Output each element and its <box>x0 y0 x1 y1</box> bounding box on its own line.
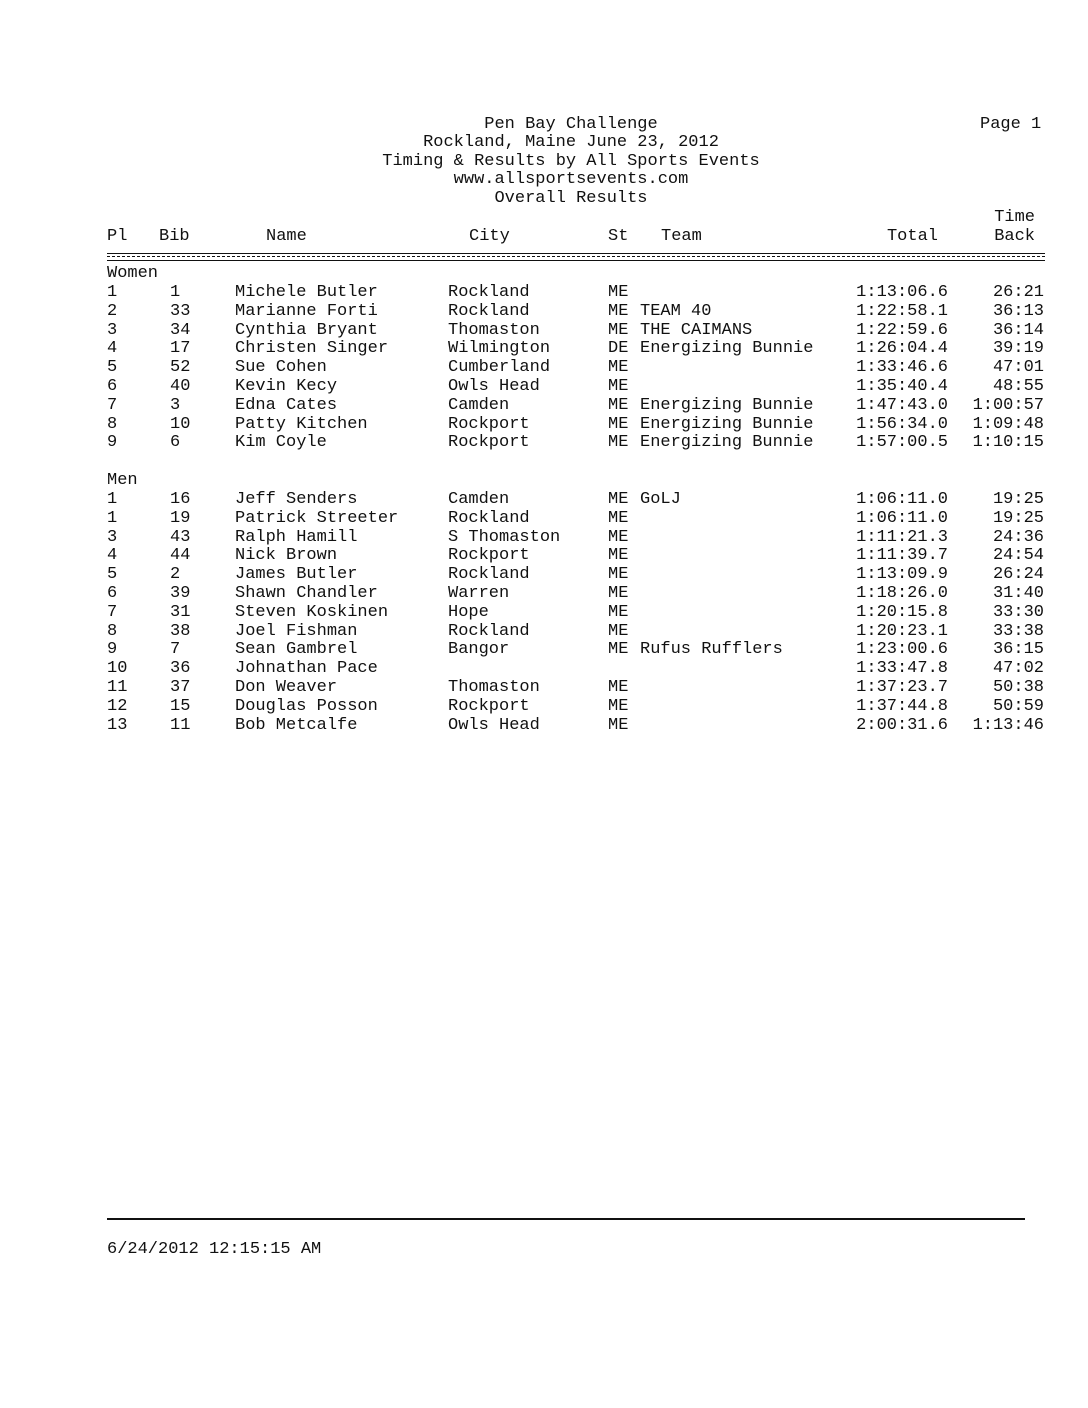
result-row <box>0 322 1088 341</box>
cell-total: 1:20:15.8 <box>856 602 948 622</box>
cell-st: ME <box>608 696 629 716</box>
result-row <box>0 303 1088 322</box>
cell-name: Bob Metcalfe <box>235 715 358 735</box>
col-city: City <box>469 227 510 246</box>
cell-total: 1:47:43.0 <box>856 395 948 415</box>
cell-st: ME <box>608 546 629 566</box>
cell-st: ME <box>608 508 629 528</box>
result-row <box>0 416 1088 435</box>
cell-bib: 7 <box>170 640 181 660</box>
cell-team: Energizing Bunnie <box>640 339 814 359</box>
result-row <box>0 284 1088 303</box>
cell-team: Energizing Bunnie <box>640 433 814 453</box>
report-timing-credit: Timing & Results by All Sports Events <box>382 152 760 171</box>
cell-city: Wilmington <box>448 339 551 359</box>
cell-name: Marianne Forti <box>235 301 378 321</box>
result-row <box>0 717 1088 736</box>
cell-team: TEAM 40 <box>640 301 712 321</box>
cell-bib: 1 <box>170 283 181 302</box>
cell-city: Owls Head <box>448 377 540 396</box>
cell-st: ME <box>608 395 629 415</box>
cell-city: Warren <box>448 584 510 603</box>
cell-total: 1:11:21.3 <box>856 527 948 547</box>
cell-team: GoLJ <box>640 490 681 509</box>
cell-back: 1:09:48 <box>972 414 1044 434</box>
cell-back: 26:24 <box>992 565 1044 585</box>
cell-total: 1:11:39.7 <box>856 546 948 566</box>
cell-city: Cumberland <box>448 358 551 378</box>
cell-back: 50:59 <box>992 696 1044 716</box>
result-row <box>0 604 1088 623</box>
cell-name: Steven Koskinen <box>235 602 389 622</box>
cell-pl: 6 <box>107 584 118 603</box>
cell-back: 48:55 <box>992 377 1044 396</box>
cell-st: ME <box>608 678 629 697</box>
cell-bib: 52 <box>170 358 191 378</box>
cell-st: ME <box>608 602 629 622</box>
cell-name: James Butler <box>235 565 358 585</box>
section-label-women: Women <box>107 264 159 283</box>
cell-pl: 3 <box>107 320 118 340</box>
cell-bib: 15 <box>170 696 191 716</box>
result-row <box>0 340 1088 359</box>
col-team: Team <box>661 227 702 246</box>
cell-st: ME <box>608 377 629 396</box>
cell-total: 1:37:23.7 <box>856 678 948 697</box>
cell-bib: 38 <box>170 621 191 641</box>
cell-total: 1:18:26.0 <box>856 584 948 603</box>
cell-st: ME <box>608 640 629 660</box>
cell-total: 1:20:23.1 <box>856 621 948 641</box>
cell-city: Camden <box>448 490 510 509</box>
report-subtitle: Overall Results <box>494 189 648 208</box>
cell-bib: 39 <box>170 584 191 603</box>
cell-st: ME <box>608 527 629 547</box>
col-total: Total <box>886 227 938 246</box>
cell-name: Shawn Chandler <box>235 584 378 603</box>
result-row <box>0 491 1088 510</box>
cell-city: Rockport <box>448 433 530 453</box>
cell-bib: 34 <box>170 320 191 340</box>
cell-pl: 2 <box>107 301 118 321</box>
cell-total: 1:23:00.6 <box>856 640 948 660</box>
cell-city: Rockland <box>448 283 530 302</box>
cell-name: Michele Butler <box>235 283 378 302</box>
section-label-men: Men <box>107 471 138 490</box>
cell-name: Sean Gambrel <box>235 640 358 660</box>
cell-total: 1:35:40.4 <box>856 377 948 396</box>
cell-back: 39:19 <box>992 339 1044 359</box>
cell-total: 1:22:59.6 <box>856 320 948 340</box>
result-row <box>0 660 1088 679</box>
col-pl: Pl <box>107 227 128 246</box>
cell-city: Owls Head <box>448 715 540 735</box>
cell-bib: 16 <box>170 490 191 509</box>
cell-name: Kevin Kecy <box>235 377 338 396</box>
cell-pl: 8 <box>107 621 118 641</box>
cell-city: Rockport <box>448 546 530 566</box>
cell-back: 1:00:57 <box>972 395 1044 415</box>
cell-total: 1:33:47.8 <box>856 659 948 679</box>
cell-city: Thomaston <box>448 678 540 697</box>
col-name: Name <box>266 227 307 246</box>
cell-name: Sue Cohen <box>235 358 327 378</box>
cell-bib: 19 <box>170 508 191 528</box>
footer-divider <box>107 1218 1025 1220</box>
result-row <box>0 566 1088 585</box>
cell-pl: 4 <box>107 546 118 566</box>
cell-st: DE <box>608 339 629 359</box>
result-row <box>0 547 1088 566</box>
report-location-date: Rockland, Maine June 23, 2012 <box>423 133 719 152</box>
cell-pl: 1 <box>107 508 118 528</box>
cell-name: Patrick Streeter <box>235 508 399 528</box>
cell-st: ME <box>608 621 629 641</box>
cell-name: Nick Brown <box>235 546 338 566</box>
result-row <box>0 623 1088 642</box>
cell-total: 1:56:34.0 <box>856 414 948 434</box>
cell-city: Rockland <box>448 301 530 321</box>
cell-name: Douglas Posson <box>235 696 378 716</box>
cell-pl: 9 <box>107 640 118 660</box>
cell-back: 36:15 <box>992 640 1044 660</box>
cell-total: 1:06:11.0 <box>856 490 948 509</box>
cell-team: Energizing Bunnie <box>640 414 814 434</box>
cell-bib: 36 <box>170 659 191 679</box>
cell-city: Bangor <box>448 640 510 660</box>
cell-city: Thomaston <box>448 320 540 340</box>
col-time-back: Back <box>994 227 1035 246</box>
cell-back: 50:38 <box>992 678 1044 697</box>
cell-pl: 4 <box>107 339 118 359</box>
cell-back: 31:40 <box>992 584 1044 603</box>
cell-pl: 11 <box>107 678 128 697</box>
cell-total: 1:13:06.6 <box>856 283 948 302</box>
cell-st: ME <box>608 301 629 321</box>
col-bib: Bib <box>159 227 190 246</box>
result-row <box>0 529 1088 548</box>
cell-city: Rockland <box>448 565 530 585</box>
page-number: Page 1 <box>980 115 1042 134</box>
cell-name: Kim Coyle <box>235 433 327 453</box>
cell-st: ME <box>608 715 629 735</box>
cell-back: 47:02 <box>992 659 1044 679</box>
cell-pl: 1 <box>107 283 118 302</box>
cell-bib: 17 <box>170 339 191 359</box>
cell-city: Rockport <box>448 414 530 434</box>
cell-name: Christen Singer <box>235 339 389 359</box>
cell-name: Johnathan Pace <box>235 659 378 679</box>
cell-st: ME <box>608 414 629 434</box>
cell-bib: 11 <box>170 715 191 735</box>
cell-pl: 8 <box>107 414 118 434</box>
cell-bib: 43 <box>170 527 191 547</box>
col-st: St <box>608 227 629 246</box>
cell-name: Patty Kitchen <box>235 414 368 434</box>
cell-back: 24:36 <box>992 527 1044 547</box>
cell-back: 1:10:15 <box>972 433 1044 453</box>
cell-total: 1:26:04.4 <box>856 339 948 359</box>
cell-total: 1:57:00.5 <box>856 433 948 453</box>
cell-total: 2:00:31.6 <box>856 715 948 735</box>
cell-pl: 7 <box>107 602 118 622</box>
cell-bib: 3 <box>170 395 181 415</box>
cell-back: 33:38 <box>992 621 1044 641</box>
cell-team: Energizing Bunnie <box>640 395 814 415</box>
cell-back: 19:25 <box>992 508 1044 528</box>
cell-total: 1:22:58.1 <box>856 301 948 321</box>
cell-total: 1:13:09.9 <box>856 565 948 585</box>
cell-st: ME <box>608 584 629 603</box>
cell-city: Rockland <box>448 621 530 641</box>
cell-back: 33:30 <box>992 602 1044 622</box>
cell-total: 1:33:46.6 <box>856 358 948 378</box>
footer-timestamp: 6/24/2012 12:15:15 AM <box>107 1240 322 1259</box>
cell-pl: 13 <box>107 715 128 735</box>
cell-bib: 2 <box>170 565 181 585</box>
cell-city: Camden <box>448 395 510 415</box>
cell-back: 36:14 <box>992 320 1044 340</box>
cell-pl: 7 <box>107 395 118 415</box>
result-row <box>0 378 1088 397</box>
cell-total: 1:06:11.0 <box>856 508 948 528</box>
cell-city: Rockport <box>448 696 530 716</box>
cell-back: 24:54 <box>992 546 1044 566</box>
result-row <box>0 641 1088 660</box>
cell-pl: 5 <box>107 358 118 378</box>
cell-name: Cynthia Bryant <box>235 320 378 340</box>
cell-back: 19:25 <box>992 490 1044 509</box>
cell-bib: 10 <box>170 414 191 434</box>
result-row <box>0 359 1088 378</box>
cell-bib: 33 <box>170 301 191 321</box>
cell-name: Joel Fishman <box>235 621 358 641</box>
cell-pl: 1 <box>107 490 118 509</box>
result-row <box>0 434 1088 453</box>
cell-pl: 10 <box>107 659 128 679</box>
result-row <box>0 510 1088 529</box>
report-website: www.allsportsevents.com <box>453 170 689 189</box>
cell-pl: 12 <box>107 696 128 716</box>
result-row <box>0 585 1088 604</box>
cell-back: 1:13:46 <box>972 715 1044 735</box>
cell-team: THE CAIMANS <box>640 320 753 340</box>
cell-st: ME <box>608 320 629 340</box>
cell-name: Edna Cates <box>235 395 338 415</box>
cell-st: ME <box>608 565 629 585</box>
cell-st: ME <box>608 490 629 509</box>
col-time-top: Time <box>994 208 1035 227</box>
header-divider <box>107 253 1045 261</box>
cell-total: 1:37:44.8 <box>856 696 948 716</box>
cell-bib: 44 <box>170 546 191 566</box>
report-title: Pen Bay Challenge <box>484 115 658 134</box>
cell-name: Ralph Hamill <box>235 527 358 547</box>
cell-st: ME <box>608 283 629 302</box>
result-row <box>0 679 1088 698</box>
cell-city: S Thomaston <box>448 527 561 547</box>
cell-pl: 5 <box>107 565 118 585</box>
cell-bib: 6 <box>170 433 181 453</box>
result-row <box>0 397 1088 416</box>
cell-pl: 3 <box>107 527 118 547</box>
cell-name: Jeff Senders <box>235 490 358 509</box>
cell-pl: 9 <box>107 433 118 453</box>
cell-city: Hope <box>448 602 489 622</box>
cell-st: ME <box>608 433 629 453</box>
result-row <box>0 698 1088 717</box>
cell-name: Don Weaver <box>235 678 338 697</box>
cell-bib: 31 <box>170 602 191 622</box>
cell-pl: 6 <box>107 377 118 396</box>
cell-back: 26:21 <box>992 283 1044 302</box>
cell-city: Rockland <box>448 508 530 528</box>
cell-back: 36:13 <box>992 301 1044 321</box>
cell-st: ME <box>608 358 629 378</box>
cell-team: Rufus Rufflers <box>640 640 783 660</box>
cell-bib: 40 <box>170 377 191 396</box>
cell-back: 47:01 <box>992 358 1044 378</box>
cell-bib: 37 <box>170 678 191 697</box>
